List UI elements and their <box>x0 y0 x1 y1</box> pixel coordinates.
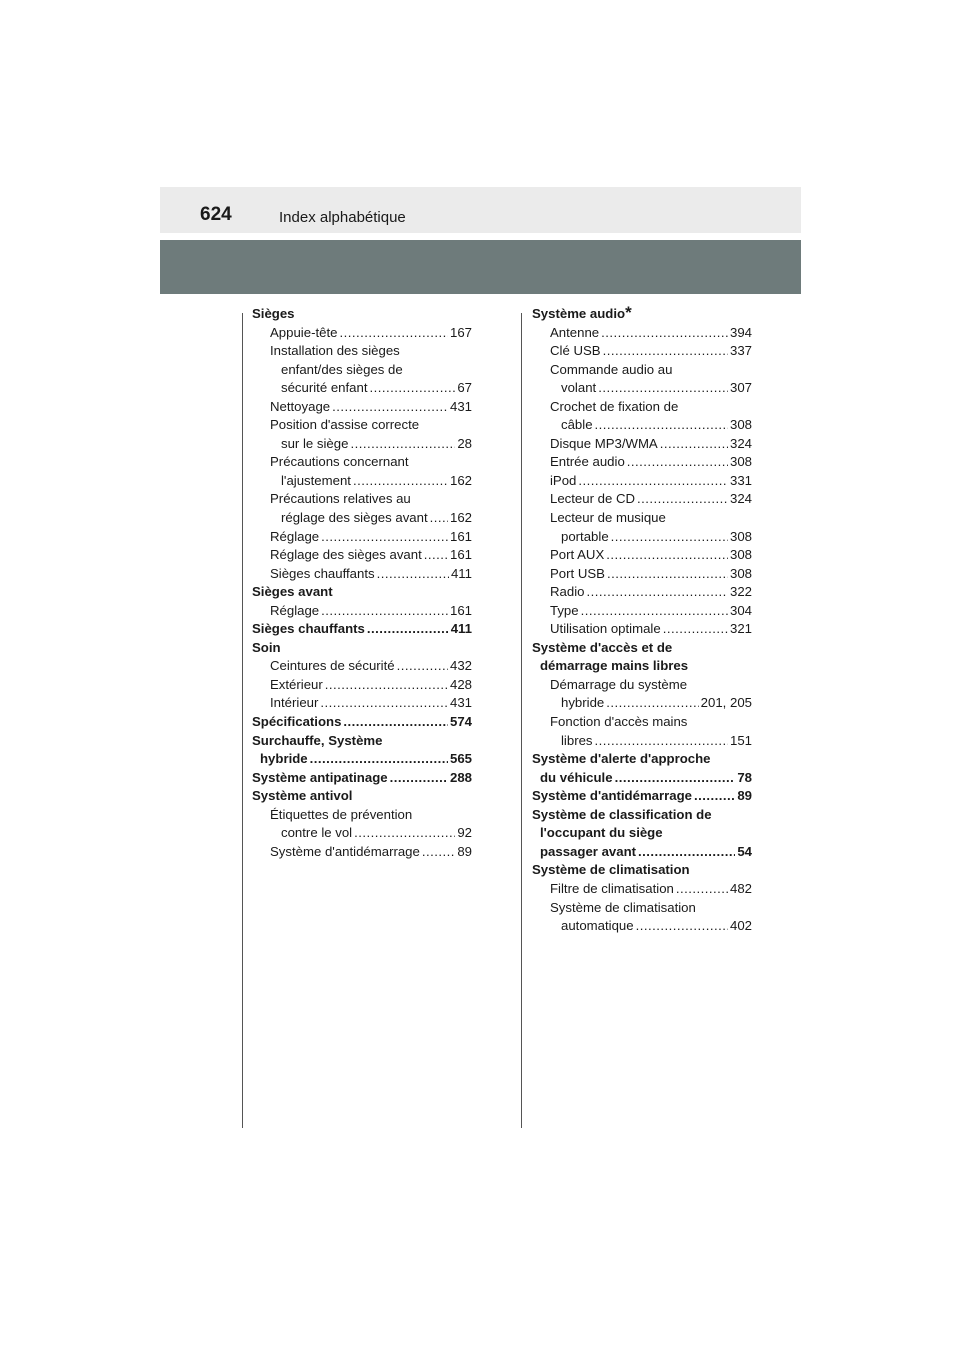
index-term: Précautions concernant <box>270 454 409 470</box>
page-reference: 308 <box>729 528 752 544</box>
index-term: Commande audio au <box>550 361 673 377</box>
dot-leader <box>325 676 448 695</box>
dot-leader <box>343 713 448 732</box>
page-header <box>160 187 801 233</box>
index-term: sécurité enfant <box>281 380 368 396</box>
page-reference: 307 <box>729 380 752 396</box>
page-reference: 565 <box>449 751 472 767</box>
index-entry <box>532 361 752 380</box>
index-entry <box>532 342 752 361</box>
page-reference: 411 <box>450 621 472 637</box>
index-term: Système d'accès et de <box>532 639 673 655</box>
dot-leader <box>578 472 728 491</box>
index-entry <box>252 379 472 398</box>
dot-leader <box>636 917 728 936</box>
dot-leader <box>606 546 728 565</box>
index-term: portable <box>561 528 609 544</box>
index-entry <box>252 657 472 676</box>
index-heading <box>532 787 752 806</box>
index-column-right <box>532 305 752 936</box>
dot-leader <box>595 416 728 435</box>
index-term: hybride <box>260 751 308 767</box>
index-term: automatique <box>561 918 634 934</box>
index-entry <box>532 453 752 472</box>
index-term: libres <box>561 732 593 748</box>
index-term: Système antipatinage <box>252 769 388 785</box>
page-reference: 89 <box>737 788 752 804</box>
index-term: enfant/des sièges de <box>281 361 403 377</box>
page-reference: 324 <box>729 491 752 507</box>
index-entry <box>252 843 472 862</box>
index-heading <box>532 657 752 676</box>
index-term: Soin <box>252 639 281 655</box>
index-heading <box>532 639 752 658</box>
dot-leader <box>611 528 728 547</box>
page-reference: 574 <box>449 714 472 730</box>
index-term: Système audio <box>532 306 626 321</box>
index-term: démarrage mains libres <box>540 658 689 674</box>
index-heading <box>532 806 752 825</box>
page-reference: 28 <box>457 435 472 451</box>
page-reference: 304 <box>729 602 752 618</box>
index-term: Fonction d'accès mains <box>550 714 688 730</box>
index-term: Port USB <box>550 565 605 581</box>
index-heading <box>532 861 752 880</box>
index-entry <box>532 398 752 417</box>
index-term: Intérieur <box>270 695 319 711</box>
page-reference: 161 <box>449 528 472 544</box>
index-entry <box>532 713 752 732</box>
page-reference: 402 <box>729 918 752 934</box>
page-reference: 92 <box>457 825 472 841</box>
page-reference: 308 <box>729 454 752 470</box>
index-term: du véhicule <box>540 769 613 785</box>
dot-leader <box>606 694 698 713</box>
index-term: contre le vol <box>281 825 353 841</box>
index-entry <box>252 435 472 454</box>
index-heading <box>252 769 472 788</box>
dot-leader <box>627 453 728 472</box>
index-entry <box>532 732 752 751</box>
dot-leader <box>638 843 735 862</box>
dot-leader <box>370 379 456 398</box>
index-term: Étiquettes de prévention <box>270 806 413 822</box>
index-term: l'occupant du siège <box>540 825 663 841</box>
index-term: Surchauffe, Système <box>252 732 383 748</box>
index-term: Type <box>550 602 579 618</box>
dot-leader <box>353 472 448 491</box>
index-entry <box>532 899 752 918</box>
dot-leader <box>676 880 728 899</box>
page-reference: 288 <box>449 769 472 785</box>
index-term: Extérieur <box>270 676 323 692</box>
index-entry <box>532 565 752 584</box>
index-entry <box>532 435 752 454</box>
page-reference: 201, 205 <box>700 695 752 711</box>
page-reference: 67 <box>457 380 472 396</box>
index-heading <box>532 824 752 843</box>
page-reference: 431 <box>449 695 472 711</box>
page-reference: 78 <box>737 769 752 785</box>
index-term: l'ajustement <box>281 472 351 488</box>
dot-leader <box>424 546 448 565</box>
index-term: Réglage <box>270 602 320 618</box>
index-term: Position d'assise correcte <box>270 417 420 433</box>
index-heading <box>532 769 752 788</box>
page-reference: 151 <box>729 732 752 748</box>
index-entry <box>252 824 472 843</box>
index-term: Lecteur de CD <box>550 491 636 507</box>
index-entry <box>532 379 752 398</box>
index-term: Radio <box>550 584 585 600</box>
dot-leader <box>397 657 448 676</box>
index-entry <box>252 472 472 491</box>
index-term: Système de classification de <box>532 806 712 822</box>
index-heading <box>252 750 472 769</box>
index-heading <box>252 620 472 639</box>
dot-leader <box>581 602 728 621</box>
index-term: hybride <box>561 695 605 711</box>
dot-leader <box>637 490 728 509</box>
index-heading <box>252 787 472 806</box>
header-band <box>160 240 801 294</box>
index-entry <box>252 602 472 621</box>
dot-leader <box>310 750 448 769</box>
index-entry <box>532 490 752 509</box>
index-term: Port AUX <box>550 547 605 563</box>
index-heading <box>252 713 472 732</box>
index-term: sur le siège <box>281 435 349 451</box>
dot-leader <box>422 843 455 862</box>
index-column-left <box>252 305 472 861</box>
index-entry <box>252 361 472 380</box>
dot-leader <box>354 824 455 843</box>
dot-leader <box>615 769 736 788</box>
index-entry <box>532 694 752 713</box>
index-term: Spécifications <box>252 714 342 730</box>
index-term: Démarrage du système <box>550 676 688 692</box>
index-term: iPod <box>550 472 577 488</box>
index-entry <box>252 324 472 343</box>
index-entry <box>252 546 472 565</box>
index-term: passager avant <box>540 843 637 859</box>
page-title: Index alphabétique <box>279 209 406 226</box>
index-heading <box>532 843 752 862</box>
index-heading <box>252 732 472 751</box>
page-reference: 428 <box>449 676 472 692</box>
dot-leader <box>367 620 449 639</box>
index-heading <box>252 583 472 602</box>
page-reference: 161 <box>449 547 472 563</box>
index-entry <box>532 472 752 491</box>
index-term: réglage des sièges avant <box>281 510 428 526</box>
left-column-rule <box>242 313 243 1128</box>
dot-leader <box>663 620 728 639</box>
dot-leader <box>601 324 728 343</box>
index-entry <box>252 528 472 547</box>
index-entry <box>252 565 472 584</box>
page-reference: 162 <box>449 472 472 488</box>
index-term: Antenne <box>550 324 600 340</box>
index-entry <box>532 880 752 899</box>
index-term: Filtre de climatisation <box>550 880 674 896</box>
page-reference: 431 <box>449 398 472 414</box>
index-term: Crochet de fixation de <box>550 398 679 414</box>
index-term: Système d'alerte d'approche <box>532 751 711 767</box>
page-reference: 162 <box>449 510 472 526</box>
index-term: Installation des sièges <box>270 343 400 359</box>
index-term: Réglage des sièges avant <box>270 547 422 563</box>
index-term: Nettoyage <box>270 398 331 414</box>
dot-leader <box>320 694 448 713</box>
page-reference: 337 <box>729 343 752 359</box>
dot-leader <box>321 602 448 621</box>
dot-leader <box>607 565 728 584</box>
index-term: Appuie-tête <box>270 324 338 340</box>
index-entry <box>252 342 472 361</box>
index-entry <box>252 453 472 472</box>
page-reference: 321 <box>729 621 752 637</box>
dot-leader <box>339 324 448 343</box>
dot-leader <box>598 379 728 398</box>
index-entry <box>252 509 472 528</box>
index-entry <box>252 806 472 825</box>
index-term: Disque MP3/WMA <box>550 435 658 451</box>
dot-leader <box>390 769 448 788</box>
page-reference: 432 <box>449 658 472 674</box>
index-entry <box>252 676 472 695</box>
page-reference: 167 <box>449 324 472 340</box>
index-entry <box>252 416 472 435</box>
index-term: Clé USB <box>550 343 601 359</box>
index-term: Utilisation optimale <box>550 621 661 637</box>
index-entry <box>532 546 752 565</box>
dot-leader <box>350 435 455 454</box>
page-reference: 482 <box>729 880 752 896</box>
index-term: Sièges chauffants <box>270 565 375 581</box>
index-term: Système de climatisation <box>550 899 696 915</box>
dot-leader <box>332 398 448 417</box>
dot-leader <box>377 565 449 584</box>
page-reference: 161 <box>449 602 472 618</box>
index-entry <box>532 324 752 343</box>
page-reference: 411 <box>450 565 472 581</box>
index-term: Système antivol <box>252 788 353 804</box>
page-reference: 331 <box>729 472 752 488</box>
index-term: Sièges chauffants <box>252 621 365 637</box>
page-number: 624 <box>200 204 232 225</box>
dot-leader <box>603 342 728 361</box>
page-reference: 89 <box>457 843 472 859</box>
page-reference: 54 <box>737 843 752 859</box>
index-entry <box>532 676 752 695</box>
index-entry <box>532 620 752 639</box>
index-term: Sièges <box>252 306 295 321</box>
page-reference: 308 <box>729 547 752 563</box>
index-heading <box>252 305 472 324</box>
dot-leader <box>595 732 728 751</box>
index-term: Système de climatisation <box>532 862 690 878</box>
index-entry <box>532 416 752 435</box>
page-reference: 322 <box>729 584 752 600</box>
index-entry <box>532 509 752 528</box>
index-term: Réglage <box>270 528 320 544</box>
index-entry <box>532 602 752 621</box>
index-entry <box>532 917 752 936</box>
dot-leader <box>660 435 728 454</box>
dot-leader <box>430 509 448 528</box>
index-term: câble <box>561 417 593 433</box>
index-entry <box>252 398 472 417</box>
index-entry <box>252 490 472 509</box>
index-term: Système d'antidémarrage <box>532 788 692 804</box>
index-term: Entrée audio <box>550 454 625 470</box>
dot-leader <box>586 583 728 602</box>
index-entry <box>532 583 752 602</box>
index-term: Précautions relatives au <box>270 491 411 507</box>
page-reference: 308 <box>729 565 752 581</box>
index-entry <box>532 528 752 547</box>
page-reference: 308 <box>729 417 752 433</box>
dot-leader <box>694 787 735 806</box>
page-reference: 394 <box>729 324 752 340</box>
index-heading <box>532 750 752 769</box>
index-entry <box>252 694 472 713</box>
index-term: Ceintures de sécurité <box>270 658 395 674</box>
right-column-rule <box>521 313 522 1128</box>
index-term: Lecteur de musique <box>550 510 666 526</box>
index-heading <box>252 639 472 658</box>
page-reference: 324 <box>729 435 752 451</box>
index-heading: Système audio * <box>532 303 632 322</box>
dot-leader <box>321 528 448 547</box>
index-term: Sièges avant <box>252 584 333 600</box>
index-term: volant <box>561 380 597 396</box>
index-term: Système d'antidémarrage <box>270 843 420 859</box>
